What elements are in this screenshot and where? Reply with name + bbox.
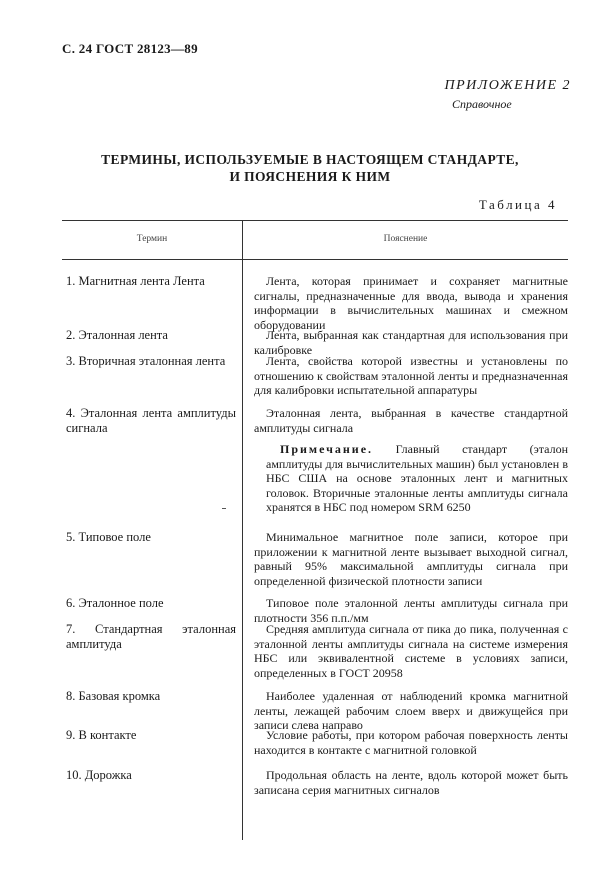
term-5: 5. Типовое поле — [66, 530, 151, 544]
term-8: 8. Базовая кромка — [66, 689, 161, 703]
term-9: 9. В контакте — [66, 728, 137, 742]
explanation-2: Лента, выбранная как стандартная для использования при калибровке — [254, 328, 568, 357]
annex-title: ПРИЛОЖЕНИЕ 2 — [444, 78, 571, 93]
explanation-6: Типовое поле эталонной ленты амплитуды сигнала при плотности 356 п.п./мм — [254, 596, 568, 625]
title-line-2: И ПОЯСНЕНИЯ К НИМ — [229, 169, 391, 184]
explanation-10: Продольная область на ленте, вдоль которой может быть записана серия магнитных сигналов — [254, 768, 568, 797]
explanation-7: Средняя амплитуда сигнала от пика до пика, полученная с эталонной ленты амплитуды сигнала на системе измерения НБС или эквивалентной системе в условиях записи, определенных в ГОСТ 20958 — [254, 622, 568, 680]
table-column-divider — [242, 220, 243, 840]
table-header-rule — [62, 259, 568, 260]
term-7: 7. Стандартная эталонная амплитуда — [66, 622, 236, 651]
term-4: 4. Эталонная лента амплитуды сигнала — [66, 406, 236, 435]
term-6: 6. Эталонное поле — [66, 596, 164, 610]
title-line-1: ТЕРМИНЫ, ИСПОЛЬЗУЕМЫЕ В НАСТОЯЩЕМ СТАНДАРТЕ, — [101, 152, 519, 167]
document-title — [60, 151, 560, 185]
explanation-9: Условие работы, при котором рабочая поверхность ленты находится в контакте с магнитной головкой — [254, 728, 568, 757]
table-top-rule — [62, 220, 568, 221]
note-label: Примечание. — [280, 442, 374, 456]
margin-tick — [222, 508, 226, 509]
column-header-explanations: Пояснение — [383, 234, 428, 244]
explanation-1: Лента, которая принимает и сохраняет магнитные сигналы, предназначенные для ввода, вывода и хранения информации в вычислительных машинах и смежном оборудовании — [254, 274, 568, 332]
term-2: 2. Эталонная лента — [66, 328, 168, 342]
term-1: 1. Магнитная лента Лента — [66, 274, 205, 288]
explanation-5: Минимальное магнитное поле записи, которое при приложении к магнитной ленте вызывает выходной сигнал, равный 95% максимальной амплитуды сигнала при определенной физической плотности записи — [254, 530, 568, 588]
explanation-4: Эталонная лента, выбранная в качестве стандартной амплитуды сигнала — [254, 406, 568, 435]
note-text: Главный стандарт (эталон амплитуды для вычислительных машин) был установлен в НБС США на основе эталонных лент и магнитных головок. Вторичные эталонные ленты амплитуды сигнала хранятся в НБС под номером SRM 6250 — [266, 442, 568, 514]
explanation-8: Наиболее удаленная от наблюдений кромка магнитной ленты, лежащей рабочим слоем вверх и движущейся при записи слева направо — [254, 689, 568, 732]
term-3: 3. Вторичная эталонная лента — [66, 354, 226, 368]
annex-subtitle: Справочное — [452, 97, 512, 111]
page-header: С. 24 ГОСТ 28123—89 — [62, 41, 198, 56]
table-number: Таблица 4 — [478, 197, 557, 212]
explanation-3: Лента, свойства которой известны и установлены по отношению к свойствам эталонной ленты и предназначенная для калибровки испытательной аппаратуры — [254, 354, 568, 397]
table-note — [266, 442, 568, 515]
term-10: 10. Дорожка — [66, 768, 132, 782]
column-header-terms: Термин — [136, 234, 168, 244]
